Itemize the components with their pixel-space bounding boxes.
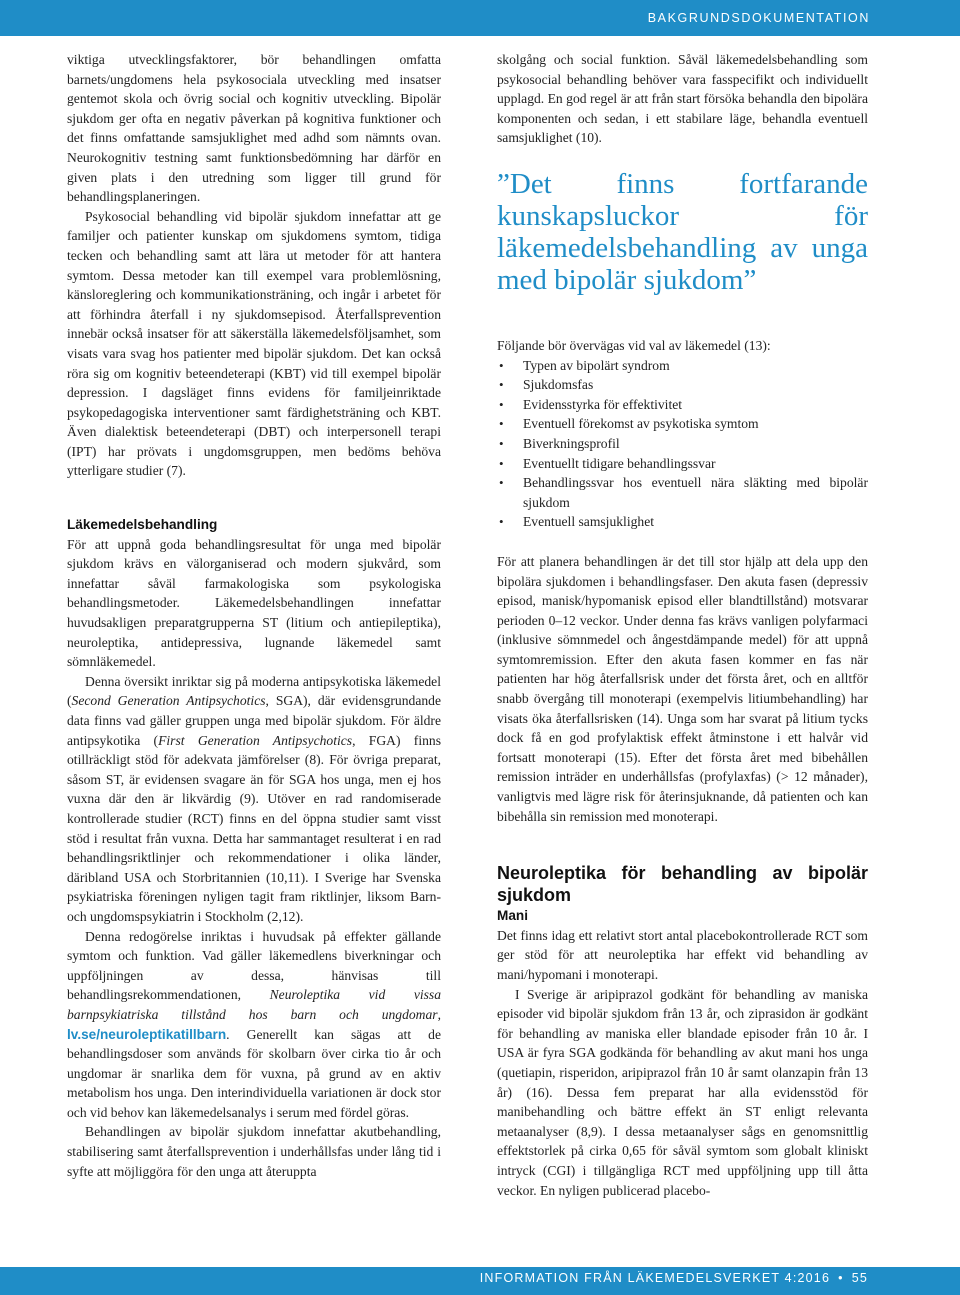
list-item-text: Biverkningsprofil <box>523 435 620 451</box>
list-item-text: Evidensstyrka för effektivitet <box>523 396 683 412</box>
list-item-text: Eventuell förekomst av psykotiska symtom <box>523 416 759 432</box>
bullet-icon: • <box>499 514 504 530</box>
bullet-icon: • <box>499 455 504 471</box>
paragraph <box>67 672 441 927</box>
section-title: BAKGRUNDSDOKUMENTATION <box>647 11 870 25</box>
paragraph: Psykosocial behandling vid bipolär sjukdom innefattar att ge familjer och patienter kunskap om sjukdomens symtom, tidiga tecken och behandling samt att lära ut metoder för att hantera symtom. Dessa metoder kan till exempel vara problemlösning, känsloreglering och kommunikationsträning, och ingår i arbetet för att förhindra återfall i ny sjukdomsepisod. Återfallsprevention innebär också insatser för att säkerställa läkemedelsföljsamhet, som visats vara svag hos patienter med bipolär sjukdom. Det kan också röra sig om kognitiv beteendeterapi (KBT) vid till exempel bipolär depression. I dagsläget finns evidens för familjeinriktade psykopedagogiska interventioner samt färdighetsträning och KBT. Även dialektisk beteendeterapi (DBT) och interpersonell terapi (IPT) har prövats i ungdomsgruppen, men bedöms behöva ytterligare studier (7). <box>67 208 441 479</box>
bullet-icon: • <box>499 416 504 432</box>
list-item <box>497 473 868 512</box>
list-item-text: Typen av bipolärt syndrom <box>523 357 670 373</box>
reference-link[interactable]: lv.se/neuroleptikatillbarn <box>67 1026 227 1042</box>
bullet-icon: • <box>499 475 504 491</box>
pull-quote: ”Det finns fortfarande kunskapsluckor för läkemedelsbehandling av unga med bipolär sjukdom” <box>497 167 868 296</box>
paragraph: viktiga utvecklingsfaktorer, bör behandlingen omfatta barnets/ungdomens hela psykosociala utveckling med insatser gentemot skola och övrig social och kognitiv utveckling. Bipolär sjukdom ger ofta en negativ påverkan på kognitiva funktioner och det finns omfattande samsjuklighet med adhd som nämnts ovan. Neurokognitiv testning samt funktionsbedömning har därför en given plats i den utredning som ligger till grund för behandlingsplaneringen. <box>67 52 441 205</box>
left-column <box>67 50 441 1181</box>
paragraph: Det finns idag ett relativt stort antal placebokontrollerade RCT som ger stöd för att neuroleptika har effekt vid behandling av mani/hypomani i monoterapi. <box>497 927 868 982</box>
list-item <box>497 512 868 532</box>
subheading-lakemedelsbehandling: Läkemedelsbehandling <box>67 517 218 533</box>
bullet-icon: • <box>499 435 504 451</box>
footer-bar <box>0 1267 960 1295</box>
header-bar <box>0 0 960 36</box>
paragraph: För att uppnå goda behandlingsresultat för unga med bipolär sjukdom krävs en välorganiserad och modern sjukvård, som innefattar såväl farmakologiska som psykologiska behandlingsmetoder. Läkemedelsbehandlingen innefattar huvudsakligen preparatgrupperna ST (litium och antiepileptika), neuroleptika, antidepressiva, lugnande läkemedel samt sömnläkemedel. <box>67 536 441 670</box>
list-item-text: Eventuellt tidigare behandlingssvar <box>523 455 716 471</box>
list-intro: Följande bör övervägas vid val av läkemedel (13): <box>497 337 771 353</box>
text-run: , FGA) finns otillräckligt stöd för adekvata jämförelser (8). För övriga preparat, såsom ST, är evidensen svagare än för SGA hos unga, men ej hos vuxna där den är likvärdig (9). Utöver en rad randomiserade kontrollerade studier (RCT) finns en del öppna studier samt visst stöd i resultat från vuxna. Detta har sammantaget resulterat i en rad behandlingsriktlinjer och rekommendationer i olika länder, däribland USA och Storbritannien (10,11). I Sverige har Svenska psykiatriska föreningen nyligen tagit fram riktlinjer, liksom Barn- och ungdomspsykiatrin i Stockholm (2,12). <box>67 732 441 924</box>
paragraph: I Sverige är aripiprazol godkänt för behandling av maniska episoder vid bipolär sjukdom från 13 år, och ziprasidon är godkänt för behandling av maniska eller blandade episoder från 10 år. I USA är fyra SGA godkända för behandling av akut mani hos unga (quetiapin, risperidon, aripiprazol från 10 år samt olanzapin från 13 år) (16). Dessa fem preparat har alla evidensstöd för manibehandling och bättre effekt än ST enligt relevanta metaanalyser (8,9). I dessa metaanalyser sågs en genomsnittlig effektstorlek på cirka 0,65 för såväl symtom som globalt kliniskt intryck (CGI) i tillgängliga RCT med uppföljning upp till åtta veckor. En nyligen publicerad placebo- <box>497 986 868 1198</box>
list-item <box>497 395 868 415</box>
paragraph: Behandlingen av bipolär sjukdom innefattar akutbehandling, stabilisering samt återfallsprevention i underhållsfas under lång tid i syfte att möjliggöra för den unga att återuppta <box>67 1124 441 1179</box>
list-item <box>497 375 868 395</box>
list-item <box>497 356 868 376</box>
right-column <box>497 50 868 1200</box>
text-run: , SGA), där evidensgrundande data finns vad gäller gruppen unga med bipolär sjukdom. För äldre antipsykotika ( <box>67 693 441 748</box>
section-heading: Neuroleptika för behandling av bipolär sjukdom <box>497 863 868 906</box>
list-item-text: Eventuell samsjuklighet <box>523 514 655 530</box>
list-item-text: Sjukdomsfas <box>523 377 594 393</box>
paragraph: För att planera behandlingen är det till stor hjälp att dela upp den bipolära sjukdomen i behandlingsfaser. Den akuta fasen (depressiv episod, manisk/hypomanisk episod eller blandtillstånd) motsvarar perioden 0–12 veckor. Under denna fas krävs vanligen polyfarmaci (inklusive sömnmedel och ångestdämpande medel) för att uppnå symtomremission. Efter den akuta fasen kommer en fas när patienten har hög återfallsrisk under det första året, och en alltför snabb övergång till monoterapi (exempelvis litiumbehandling) har visats öka återfallsrisken (14). Unga som har svarat på litium tycks dock få en god profylaktisk effekt åtminstone i ett halvår vid fortsatt monoterapi (15). Efter det första året med bibehållen remission inträder en underhållsfas (profylaxfas) (> 12 månader), vanligtvis med lägre risk för återinsjuknande, då patienten och kan bibehålla sin remission med monoterapi. <box>497 553 868 824</box>
footer-separator: • <box>838 1271 844 1285</box>
consideration-list <box>497 356 868 532</box>
publication-name: INFORMATION FRÅN LÄKEMEDELSVERKET 4:2016 <box>479 1271 831 1285</box>
italic-title: Neuroleptika vid vissa barnpsykiatriska tillstånd hos barn och ungdomar <box>67 987 442 1022</box>
list-item-text: Behandlingssvar hos eventuell nära släkting med bipolär sjukdom <box>523 475 868 510</box>
list-item <box>497 414 868 434</box>
page-number: 55 <box>851 1271 868 1285</box>
italic-term: Second Generation Antipsychotics <box>71 693 266 709</box>
bullet-icon: • <box>499 377 504 393</box>
italic-term: First Generation Antipsychotics <box>158 732 353 748</box>
footer-info <box>480 1271 868 1285</box>
list-item <box>497 454 868 474</box>
subheading-mani: Mani <box>497 908 528 924</box>
text-run: Denna redogörelse inriktas i huvudsak på effekter gällande symtom och funktion. Vad gäller läkemedlens biverkningar och uppföljningen av dessa, hänvisas till behandlingsrekommendationen, <box>67 928 441 1003</box>
list-item <box>497 434 868 454</box>
paragraph: skolgång och social funktion. Såväl läkemedelsbehandling som psykosocial behandling behöver vara fasspecifikt och individuellt upplagd. En god regel är att från start försöka behandla den bipolära komponenten och sedan, i ett stabilare läge, behandla eventuell samsjuklighet (10). <box>497 52 868 146</box>
text-run: , <box>437 1006 441 1022</box>
text-run: Denna översikt inriktar sig på moderna antipsykotiska läkemedel ( <box>67 673 441 709</box>
text-run: . Generellt kan sägas att de behandlingsdoser som används för skolbarn över cirka tio år och ungdomar är snarlika dem för vuxna, på grund av en aktiv metabolism hos unga. Den interindividuella variationen är dock stor och vid behov kan läkemedelsanalys i serum med fördel göras. <box>67 1026 441 1120</box>
paragraph <box>67 927 441 1123</box>
bullet-icon: • <box>499 396 504 412</box>
bullet-icon: • <box>499 357 504 373</box>
